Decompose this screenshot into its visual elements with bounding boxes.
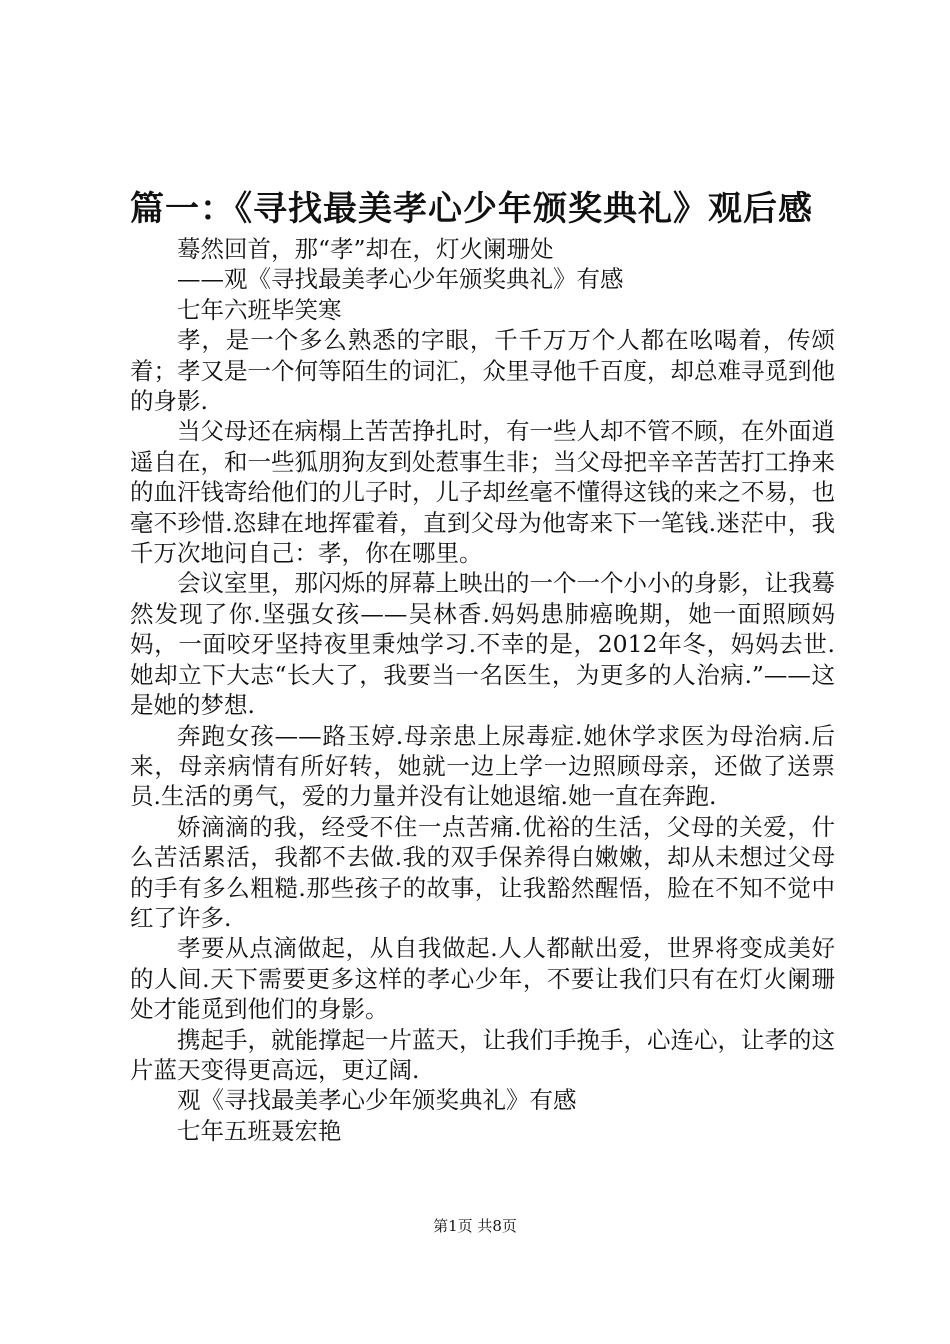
paragraph: 孝要从点滴做起，从自我做起.人人都献出爱，世界将变成美好的人间.天下需要更多这样的孝心少年，不要让我们只有在灯火阑珊处才能觅到他们的身影。 [130,934,835,1024]
paragraph-author: 七年六班毕笑寒 [177,295,342,324]
paragraph-subtitle: 蓦然回首，那“孝”却在，灯火阑珊处 [177,235,554,263]
document-body [130,234,835,1146]
paragraph: 当父母还在病榻上苦苦挣扎时，有一些人却不管不顾，在外面逍遥自在，和一些狐朋狗友到处惹事生非；当父母把辛辛苦苦打工挣来的血汗钱寄给他们的儿子时，儿子却丝毫不懂得这钱的来之不易，也毫不珍惜.恣肆在地挥霍着，直到父母为他寄来下一笔钱.迷茫中，我千万次地问自己：孝，你在哪里。 [130,417,835,568]
page-number-footer: 第1页 共8页 [433,1217,517,1235]
paragraph: 携起手，就能撑起一片蓝天，让我们手挽手，心连心，让孝的这片蓝天变得更高远，更辽阔. [130,1025,835,1084]
document-title: 篇一：《寻找最美孝心少年颁奖典礼》观后感 [130,189,813,229]
paragraph-second-title: 观《寻找最美孝心少年颁奖典礼》有感 [177,1086,577,1115]
paragraph: 娇滴滴的我，经受不住一点苦痛.优裕的生活，父母的关爱，什么苦活累活，我都不去做.我的双手保养得白嫩嫩，却从未想过父母的手有多么粗糙.那些孩子的故事，让我豁然醒悟，脸在不知不觉中红了许多. [130,812,835,932]
paragraph: 奔跑女孩——路玉婷.母亲患上尿毒症.她休学求医为母治病.后来，母亲病情有所好转，她就一边上学一边照顾母亲，还做了送票员.生活的勇气，爱的力量并没有让她退缩.她一直在奔跑. [130,721,835,811]
paragraph-second-author: 七年五班聂宏艳 [177,1116,342,1145]
paragraph: 会议室里，那闪烁的屏幕上映出的一个一个小小的身影，让我蓦然发现了你.坚强女孩——吴林香.妈妈患肺癌晚期，她一面照顾妈妈，一面咬牙坚持夜里秉烛学习.不幸的是，2012年冬，妈妈去世.她却立下大志“长大了，我要当一名医生，为更多的人治病.”——这是她的梦想. [130,569,835,720]
paragraph-subheading: ——观《寻找最美孝心少年颁奖典礼》有感 [177,265,624,294]
paragraph: 孝，是一个多么熟悉的字眼，千千万万个人都在吆喝着，传颂着；孝又是一个何等陌生的词汇，众里寻他千百度，却总难寻觅到他的身影. [130,326,835,416]
